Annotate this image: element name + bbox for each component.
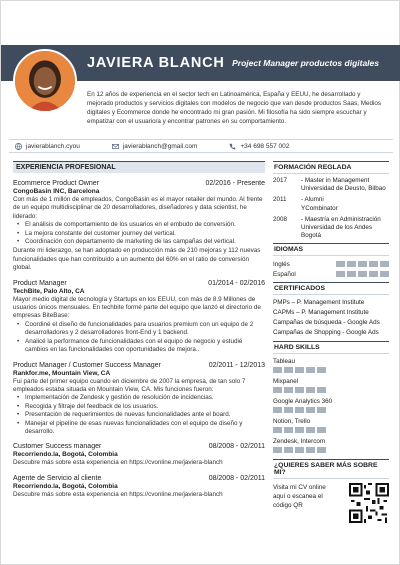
contact-phone[interactable] (229, 143, 289, 150)
candidate-role: Project Manager productos digitales (232, 58, 379, 68)
job-entry (13, 443, 265, 467)
level-segment (336, 261, 345, 267)
level-bar (273, 407, 389, 413)
certificate-item: PMPs – P. Management Institute (273, 299, 365, 307)
level-segment (369, 261, 378, 267)
contact-phone-text: +34 698 557 002 (240, 142, 290, 150)
language-item (273, 259, 389, 269)
job-bullet: • La mejora constante del customer journey del vertical. (13, 230, 265, 238)
level-bar (273, 367, 389, 373)
level-bar (336, 261, 389, 267)
education-title: FORMACIÓN REGLADA (273, 161, 389, 174)
job-dates: 08/2008 - 02/2011 (208, 443, 265, 451)
phone-icon (229, 143, 236, 150)
profile-summary: En 12 años de experiencia en el sector tech en Latinoamérica, España y EEUU, he desarrollado y mejorado productos y servicios digitales con modelos de negocio que van desde productos Saas, Medios digitales y Ecommerce donde he encontrado mi gran pasión. Mi filosofía ha sido siempre escuchar y empatizar con el usuario/a y encontrar patrones en su comportamiento. (87, 91, 382, 125)
language-name: Español (273, 270, 296, 278)
avatar (13, 49, 77, 113)
level-segment (273, 367, 282, 373)
job-entry (13, 362, 265, 437)
job-entry (13, 475, 265, 499)
envelope-icon (112, 143, 119, 150)
more-title: ¿QUIERES SABER MÁS SOBRE MI? (273, 459, 389, 479)
certificate-item: CAPMs – P. Management Institute (273, 309, 369, 317)
job-bullet: • El análisis de comportamiento de los usuarios en el embudo de conversión. (13, 221, 265, 229)
level-bar (273, 427, 389, 433)
level-segment (306, 407, 315, 413)
job-bullet: • Implementación de Zendesk y gestión de resolución de incidencias. (13, 394, 265, 402)
job-company: Rankfor.me, Mountain View, CA (13, 369, 111, 377)
job-bullet: • Recogida y filtraje del feedback de los usuarios. (13, 403, 265, 411)
level-segment (380, 271, 389, 277)
languages-title: IDIOMAS (273, 243, 389, 256)
skill-name: Zendesk, Intercom (273, 438, 326, 446)
level-segment (317, 387, 326, 393)
education-item (273, 196, 389, 212)
level-segment (306, 447, 315, 453)
level-segment (358, 261, 367, 267)
level-segment (273, 447, 282, 453)
language-name: Inglés (273, 260, 290, 268)
level-segment (380, 261, 389, 267)
job-bullet: • Coordinación con departamento de marketing de las campañas del vertical. (13, 238, 265, 246)
certificate-item: Campañas de búsqueda - Google Ads (273, 319, 380, 327)
job-company: Recorriendo.la, Bogotá, Colombia (13, 482, 118, 490)
contact-website-text: javierablanch.cyou (26, 142, 80, 150)
job-company: Recorriendo.la, Bogotá, Colombia (13, 451, 118, 459)
job-bullet: • Presentación de requerimientos de nuevas funcionalidades ante el board. (13, 411, 265, 419)
skill-name: Google Analytics 360 (273, 398, 333, 406)
level-segment (273, 387, 282, 393)
skill-item (273, 437, 389, 453)
level-segment (295, 387, 304, 393)
education-school: Universidad de Deusto, Bilbao (301, 185, 386, 193)
education-degree: - Maestría en Administración (301, 215, 381, 223)
education-item (273, 177, 389, 193)
skill-item (273, 417, 389, 433)
level-segment (295, 447, 304, 453)
job-position: Product Manager (13, 279, 67, 287)
skill-name: Notion, Trello (273, 418, 311, 426)
level-segment (369, 271, 378, 277)
job-dates: 02/2011 - 12/2013 (208, 361, 265, 369)
job-entry (13, 180, 265, 273)
level-segment (347, 261, 356, 267)
level-segment (306, 367, 315, 373)
level-segment (347, 271, 356, 277)
level-segment (284, 387, 293, 393)
certificates-title: CERTIFICADOS (273, 282, 389, 295)
education-degree: - Master in Management (301, 177, 370, 184)
globe-icon (15, 143, 22, 150)
job-description-2: Durante mi liderazgo, se han adoptado en producción más de 210 mejoras y 112 nuevas funcionalidades que han contribuido a un aumento del 60% en el ratio de conversión global. (13, 247, 261, 272)
job-entry (13, 280, 265, 355)
job-company: CongoBasin INC, Barcelona (13, 188, 100, 195)
qr-row (273, 483, 389, 523)
job-dates: 08/2008 - 02/2011 (208, 474, 265, 482)
education-year: 2008 (273, 215, 288, 223)
level-segment (273, 407, 282, 413)
level-segment (317, 367, 326, 373)
job-position: Customer Success manager (13, 443, 102, 451)
job-description: Fui parte del primer equipo cuando en diciembre de 2007 la empresa, de tan solo 7 empleados estaba situada en Mountain View, CA. Mis funciones fueron: (13, 377, 246, 393)
education-year: 2017 (273, 177, 288, 184)
level-segment (317, 407, 326, 413)
more-text: Visita mi CV online aquí o escanea el código QR (273, 484, 326, 510)
job-bullet: • Analicé la performance de funcionalidades con el equipo de negocio y estudié cambios en las funcionalidades con oportunidades de mejora.. (13, 338, 265, 355)
contact-email[interactable] (112, 143, 198, 150)
job-position: Ecommerce Product Owner (13, 180, 99, 187)
level-segment (358, 271, 367, 277)
education-year: 2011 (273, 196, 287, 204)
language-item (273, 269, 389, 279)
level-segment (295, 407, 304, 413)
experience-section (13, 161, 265, 499)
experience-title: EXPERIENCIA PROFESIONAL (13, 161, 265, 173)
contact-website[interactable] (15, 143, 80, 150)
level-bar (336, 271, 389, 277)
job-description: Descubre más sobre esta experiencia en https://cvonline.me/javiera-blanch (13, 490, 223, 498)
level-segment (317, 427, 326, 433)
level-segment (284, 407, 293, 413)
level-segment (295, 427, 304, 433)
contact-bar (9, 139, 393, 153)
job-bullet: • Coordiné el diseño de funcionalidades para usuarios premium con un equipo de 2 desarrolladores y 2 desarrolladores front-End y 1 backend. (13, 321, 265, 338)
job-dates: 01/2014 - 02/2016 (208, 279, 265, 287)
skills-title: HARD SKILLS (273, 341, 389, 354)
level-bar (273, 387, 389, 393)
level-segment (336, 271, 345, 277)
level-segment (284, 427, 293, 433)
skill-name: Mixpanel (273, 378, 299, 386)
level-segment (284, 367, 293, 373)
certificate-item: Campañas de Shopping - Google Ads (273, 329, 379, 337)
education-item (273, 216, 389, 241)
level-segment (295, 367, 304, 373)
skill-item (273, 377, 389, 393)
skill-name: Tableau (273, 358, 296, 366)
qr-code-icon[interactable] (349, 483, 389, 523)
level-segment (306, 387, 315, 393)
level-bar (273, 447, 389, 453)
education-school: Universidad de los Andes Bogotá (301, 224, 373, 240)
candidate-name: JAVIERA BLANCH (87, 55, 225, 71)
skill-item (273, 397, 389, 413)
job-position: Agente de Servicio al cliente (13, 474, 102, 482)
education-degree: - Alumni (301, 196, 324, 204)
job-description: Descubre más sobre esta experiencia en https://cvonline.me/javiera-blanch (13, 459, 223, 467)
level-segment (317, 447, 326, 453)
level-segment (284, 447, 293, 453)
job-description: Con más de 1 millón de empleados, CongoBasin es el mayor retailer del mundo. Al frente de un equipo multidisciplinar de 20 desarrolladores, diseñadores y data scientist, he liderado: (13, 196, 263, 220)
job-position: Product Manager / Customer Success Manager (13, 361, 161, 369)
sidebar-column (273, 161, 389, 523)
job-description: Mayor medio digital de tecnología y Startups en los EEUU, con más de 8.9 Millones de usuarios únicos mensuales. En techbite formé parte del equipo que lanzó el directorio de empresas BiteBase: (13, 295, 261, 320)
skill-item (273, 357, 389, 373)
education-school: YCombinator (301, 204, 338, 212)
job-dates: 02/2016 - Presente (205, 180, 265, 187)
contact-email-text: javierablanch@gmail.com (122, 142, 198, 150)
job-bullet: • Manejar el pipeline de esas nuevas funcionalidades con el equipo de diseño y desarrollo. (13, 420, 265, 437)
level-segment (273, 427, 282, 433)
job-company: TechBite, Palo Alto, CA (13, 287, 85, 295)
level-segment (306, 427, 315, 433)
